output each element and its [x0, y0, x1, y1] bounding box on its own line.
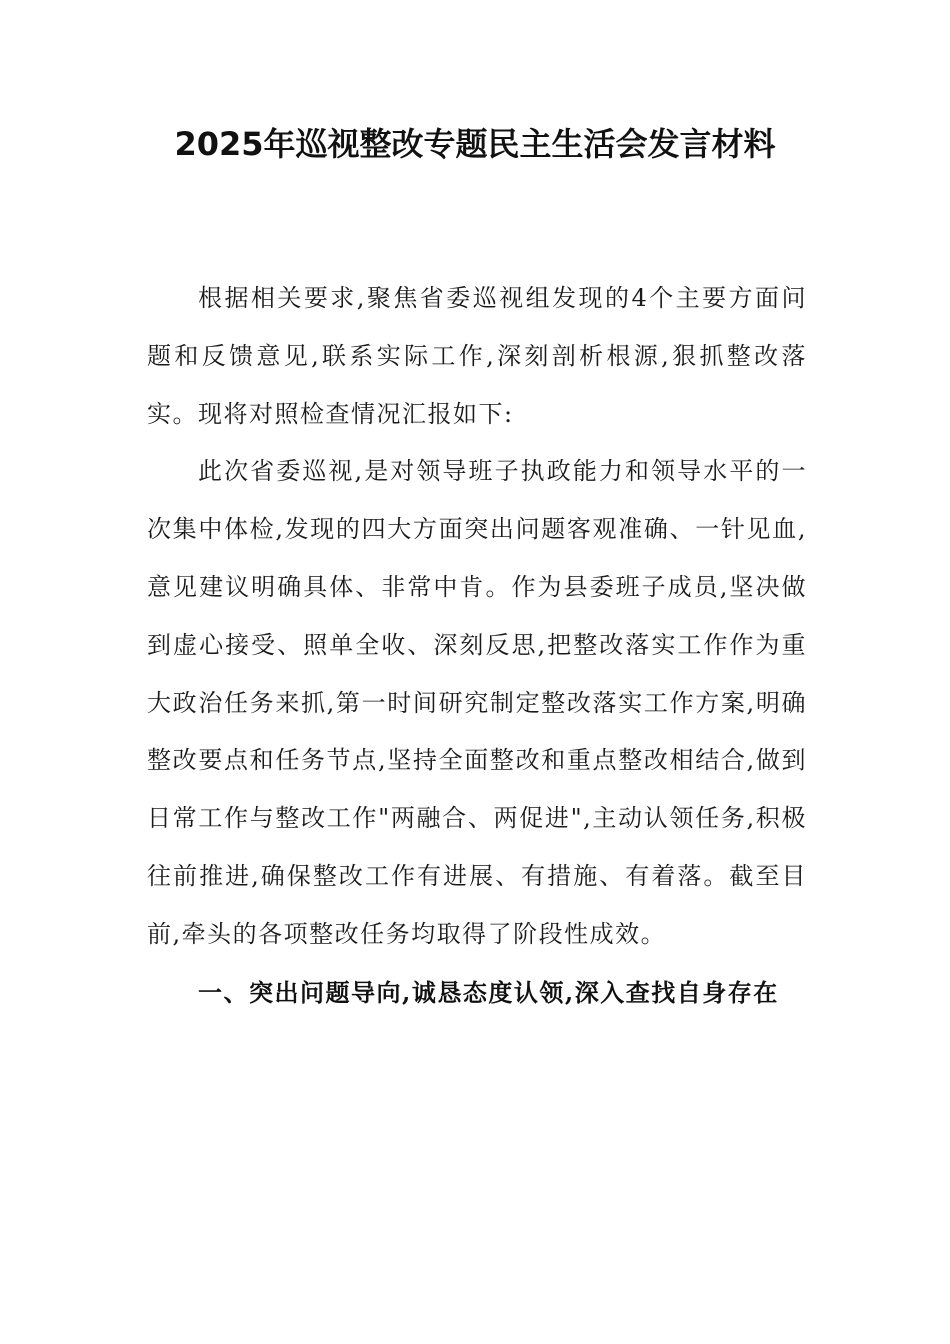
paragraph-overview: 此次省委巡视,是对领导班子执政能力和领导水平的一次集中体检,发现的四大方面突出问题客观准确、一针见血,意见建议明确具体、非常中肯。作为县委班子成员,坚决做到虚心接受、照单全收、深刻反思,把整改落实工作作为重大政治任务来抓,第一时间研究制定整改落实工作方案,明确整改要点和任务节点,坚持全面整改和重点整改相结合,做到日常工作与整改工作"两融合、两促进",主动认领任务,积极往前推进,确保整改工作有进展、有措施、有着落。截至目前,牵头的各项整改任务均取得了阶段性成效。: [147, 457, 807, 948]
section-heading-1: 一、突出问题导向,诚恳态度认领,深入查找自身存在: [198, 977, 779, 1007]
paragraph-intro: 根据相关要求,聚焦省委巡视组发现的4个主要方面问题和反馈意见,联系实际工作,深刻剖析根源,狠抓整改落实。现将对照检查情况汇报如下:: [147, 284, 807, 428]
document-body: [147, 270, 807, 1021]
document-title: 2025年巡视整改专题民主生活会发言材料: [174, 125, 776, 163]
